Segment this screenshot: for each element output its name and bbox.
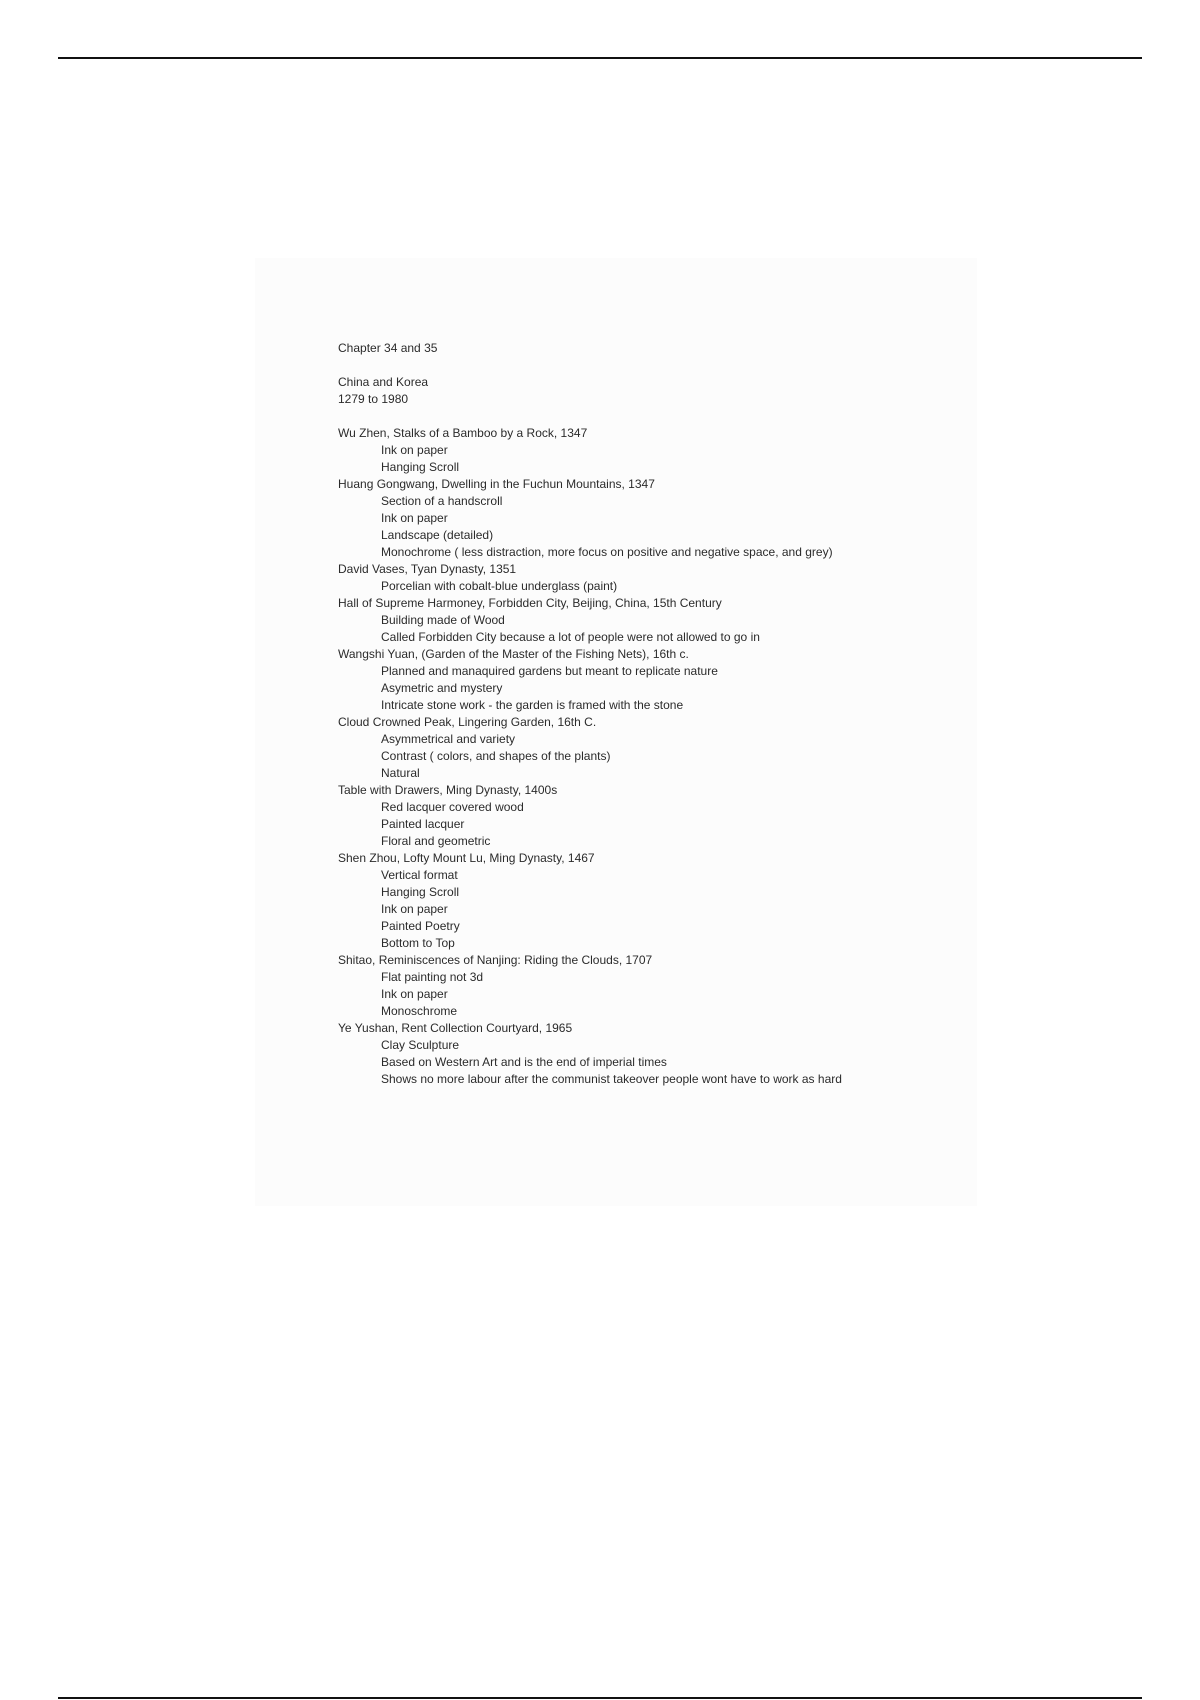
bottom-rule [58, 1697, 1142, 1699]
artwork-detail: Flat painting not 3d [381, 970, 484, 984]
artwork-title: Shitao, Reminiscences of Nanjing: Riding the Clouds, 1707 [338, 953, 653, 967]
artwork-title: Huang Gongwang, Dwelling in the Fuchun Mountains, 1347 [338, 477, 655, 491]
artwork-detail: Red lacquer covered wood [381, 800, 524, 814]
artwork-title: Wangshi Yuan, (Garden of the Master of the Fishing Nets), 16th c. [338, 647, 689, 661]
chapter-heading: Chapter 34 and 35 [338, 341, 438, 355]
artwork-detail: Planned and manaquired gardens but meant to replicate nature [381, 664, 718, 678]
artwork-title: Table with Drawers, Ming Dynasty, 1400s [338, 783, 558, 797]
spacer [338, 408, 898, 425]
artwork-detail: Painted Poetry [381, 919, 460, 933]
artwork-detail: Porcelian with cobalt-blue underglass (paint) [381, 579, 618, 593]
artwork-entry [338, 646, 898, 714]
artwork-detail: Clay Sculpture [381, 1038, 460, 1052]
artwork-title: Shen Zhou, Lofty Mount Lu, Ming Dynasty, 1467 [338, 851, 595, 865]
artwork-entry [338, 782, 898, 850]
artwork-title: David Vases, Tyan Dynasty, 1351 [338, 562, 517, 576]
artwork-detail: Ink on paper [381, 987, 448, 1001]
artwork-title: Ye Yushan, Rent Collection Courtyard, 1965 [338, 1021, 573, 1035]
document-body [338, 340, 898, 1088]
top-rule [58, 57, 1142, 59]
artwork-detail: Ink on paper [381, 443, 448, 457]
artwork-entry [338, 1020, 898, 1088]
spacer [338, 357, 898, 374]
artwork-detail: Floral and geometric [381, 834, 491, 848]
artwork-detail: Hanging Scroll [381, 460, 460, 474]
artwork-detail: Asymetric and mystery [381, 681, 503, 695]
artwork-detail: Ink on paper [381, 902, 448, 916]
artwork-entry [338, 850, 898, 952]
artwork-detail: Monoschrome [381, 1004, 458, 1018]
artwork-detail: Section of a handscroll [381, 494, 503, 508]
artwork-entry [338, 952, 898, 1020]
artwork-detail: Contrast ( colors, and shapes of the plants) [381, 749, 611, 763]
region-heading: China and Korea [338, 375, 429, 389]
artwork-detail: Vertical format [381, 868, 458, 882]
artwork-detail: Hanging Scroll [381, 885, 460, 899]
artwork-detail: Natural [381, 766, 420, 780]
artwork-detail: Landscape (detailed) [381, 528, 494, 542]
artwork-detail: Building made of Wood [381, 613, 505, 627]
artwork-title: Cloud Crowned Peak, Lingering Garden, 16th C. [338, 715, 597, 729]
artwork-entry [338, 714, 898, 782]
artwork-detail: Monochrome ( less distraction, more focus on positive and negative space, and grey) [381, 545, 833, 559]
artwork-title: Wu Zhen, Stalks of a Bamboo by a Rock, 1347 [338, 426, 588, 440]
artwork-detail: Shows no more labour after the communist takeover people wont have to work as hard [381, 1072, 842, 1086]
artwork-entry [338, 595, 898, 646]
artwork-entry [338, 476, 898, 561]
artwork-detail: Based on Western Art and is the end of imperial times [381, 1055, 667, 1069]
artwork-detail: Intricate stone work - the garden is framed with the stone [381, 698, 684, 712]
artwork-entry [338, 425, 898, 476]
artwork-list [338, 425, 898, 1088]
period-heading: 1279 to 1980 [338, 392, 409, 406]
artwork-detail: Asymmetrical and variety [381, 732, 516, 746]
artwork-detail: Bottom to Top [381, 936, 455, 950]
artwork-detail: Painted lacquer [381, 817, 465, 831]
artwork-entry [338, 561, 898, 595]
artwork-title: Hall of Supreme Harmoney, Forbidden City, Beijing, China, 15th Century [338, 596, 722, 610]
artwork-detail: Called Forbidden City because a lot of people were not allowed to go in [381, 630, 760, 644]
artwork-detail: Ink on paper [381, 511, 448, 525]
